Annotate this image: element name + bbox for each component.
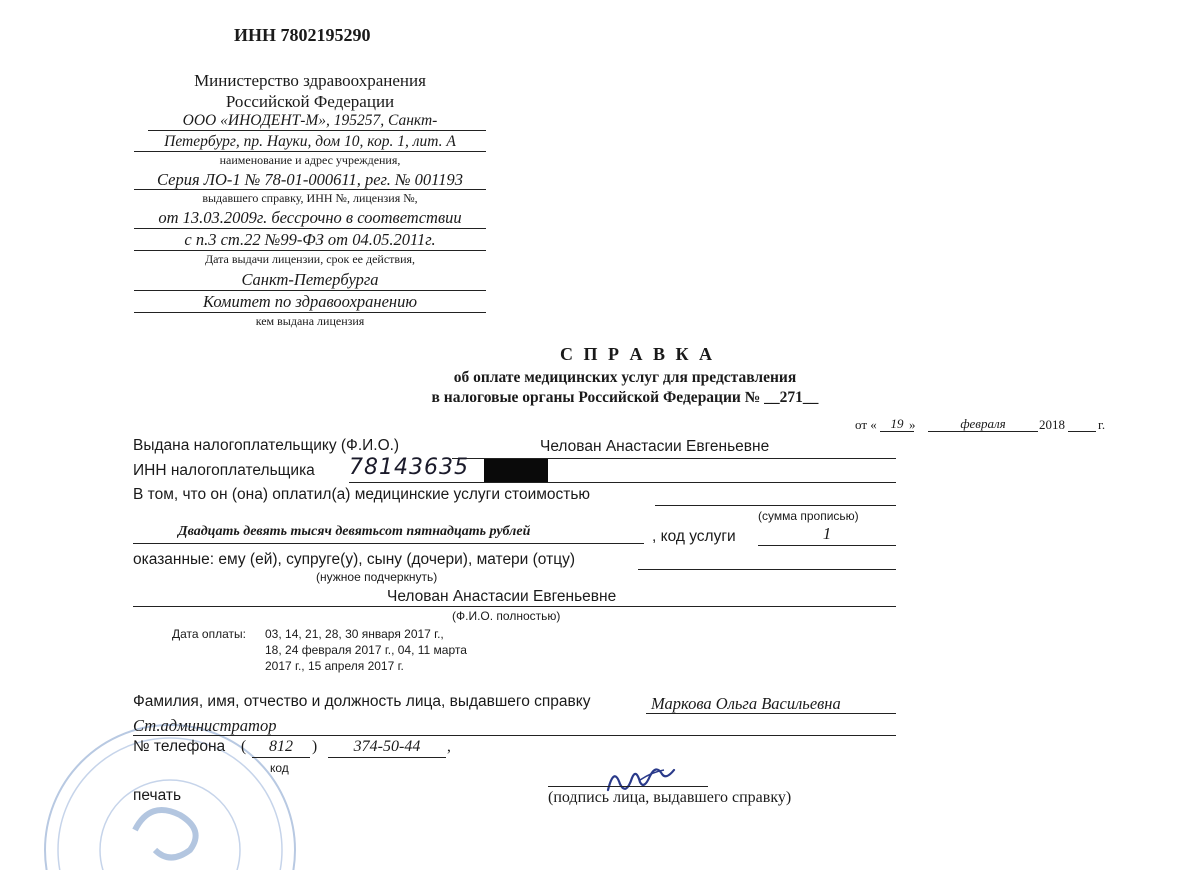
patient-name: Челован Анастасии Евгеньевне: [387, 588, 617, 605]
inn-value: 78143635: [349, 455, 469, 480]
signer-name: Маркова Ольга Васильевна: [651, 694, 841, 713]
fio-caption: (Ф.И.О. полностью): [452, 609, 561, 623]
payment-line-2: 18, 24 февраля 2017 г., 04, 11 марта: [265, 643, 467, 657]
inn-header: ИНН 7802195290: [234, 25, 371, 45]
phone-comma: ,: [447, 738, 451, 755]
issuer-line-1: Санкт-Петербурга: [241, 270, 379, 289]
payment-line-1: 03, 14, 21, 28, 30 января 2017 г.,: [265, 627, 444, 641]
date-day: 19: [890, 416, 904, 431]
title-line-3: в налоговые органы Российской Федерации № __271__: [431, 389, 819, 406]
stamp-label: печать: [133, 787, 182, 804]
license-caption: выдавшего справку, ИНН №, лицензия №,: [202, 191, 418, 205]
signer-label: Фамилия, имя, отчество и должность лица, выдавшего справку: [133, 693, 591, 710]
signature-caption: (подпись лица, выдавшего справку): [548, 789, 792, 806]
phone-open: (: [241, 738, 247, 755]
document-title: С П Р А В К А: [560, 344, 716, 364]
issued-name: Челован Анастасии Евгеньевне: [540, 438, 770, 455]
phone-label: № телефона: [133, 738, 226, 755]
date-suffix: г.: [1098, 417, 1106, 432]
code-caption: код: [270, 761, 289, 775]
license-date-line-1: от 13.03.2009г. бессрочно в соответствии: [158, 208, 462, 227]
payment-line-3: 2017 г., 15 апреля 2017 г.: [265, 659, 404, 673]
org-line-1: ООО «ИНОДЕНТ-М», 195257, Санкт-: [182, 112, 438, 129]
date-year: 2018: [1039, 417, 1065, 432]
provided-label: оказанные: ему (ей), супруге(у), сыну (дочери), матери (отцу): [133, 551, 575, 568]
license-series: Серия ЛО-1 № 78-01-000611, рег. № 001193: [157, 170, 463, 189]
date-mid: »: [909, 417, 916, 432]
ministry-line-2: Российской Федерации: [225, 92, 395, 111]
code-label: , код услуги: [652, 528, 736, 545]
ministry-line-1: Министерство здравоохранения: [194, 71, 426, 90]
code-value: 1: [822, 524, 832, 543]
org-caption: наименование и адрес учреждения,: [219, 153, 401, 167]
license-date-caption: Дата выдачи лицензии, срок ее действия,: [204, 252, 416, 266]
org-line-2: Петербург, пр. Науки, дом 10, кор. 1, лит. А: [164, 133, 456, 150]
signer-position: Ст.администратор: [133, 716, 277, 735]
issued-label: Выдана налогоплательщику (Ф.И.О.): [133, 437, 400, 454]
phone-code: 812: [269, 738, 293, 755]
phone-number: 374-50-44: [353, 738, 421, 755]
underline-caption: (нужное подчеркнуть): [316, 570, 438, 584]
issuer-caption: кем выдана лицензия: [255, 314, 365, 328]
inn-label: ИНН налогоплательщика: [133, 462, 315, 479]
title-line-2: об оплате медицинских услуг для представления: [453, 369, 797, 386]
date-month: февраля: [960, 416, 1006, 431]
payment-label: Дата оплаты:: [172, 627, 246, 641]
paid-label: В том, что он (она) оплатил(а) медицинские услуги стоимостью: [133, 486, 591, 503]
date-prefix: от «: [855, 417, 877, 432]
redaction-box: [484, 459, 548, 482]
sum-caption: (сумма прописью): [758, 509, 859, 523]
phone-close: ): [312, 738, 318, 755]
sum-text: Двадцать девять тысяч девятьсот пятнадцать рублей: [178, 524, 531, 539]
license-date-line-2: с п.3 ст.22 №99-ФЗ от 04.05.2011г.: [184, 230, 436, 249]
issuer-line-2: Комитет по здравоохранению: [202, 292, 417, 311]
